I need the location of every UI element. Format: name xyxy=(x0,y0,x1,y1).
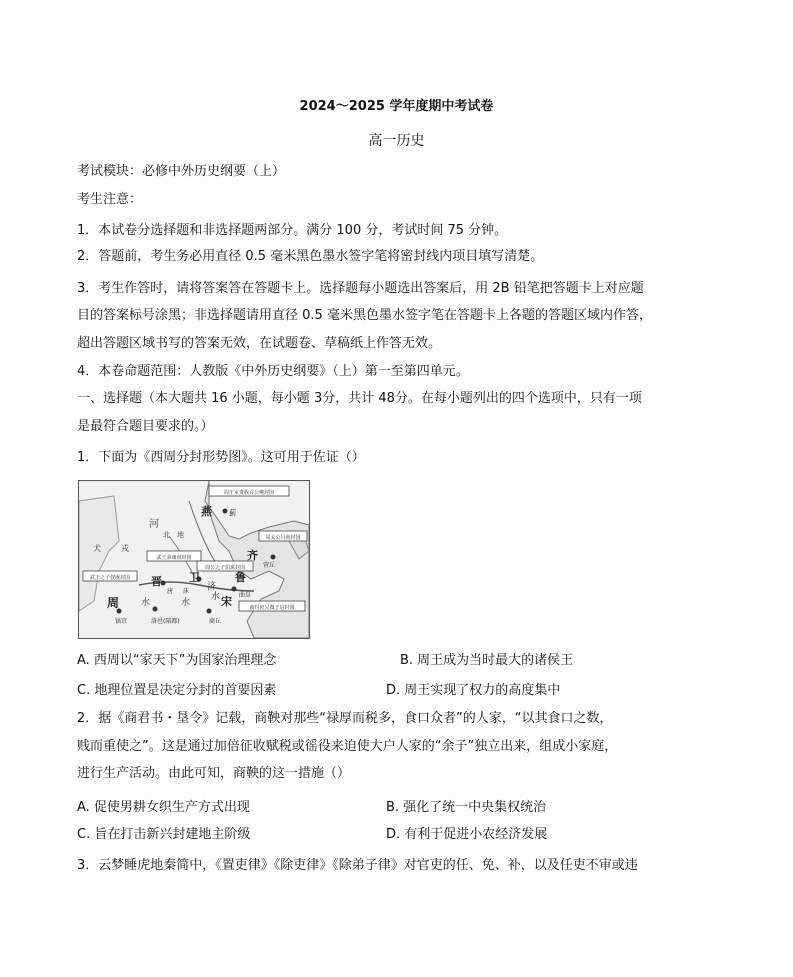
map-label-ji2: 济 xyxy=(207,582,217,592)
map-note-weizi: 商纣庶兄微子启封国 xyxy=(249,605,295,611)
map-label-luoyi: 洛邑(陪都) xyxy=(151,618,180,625)
question-2-option-c[interactable]: C. 旨在打击新兴封建地主阶级 xyxy=(77,827,251,842)
map-note-lv: 周太公吕尚封国 xyxy=(265,535,301,541)
map-label-mo: 沫 xyxy=(183,588,190,595)
map-label-plain: 地 xyxy=(177,531,184,539)
notice-item-4: 4．本卷命题范围：人教版《中外历史纲要》（上）第一至第四单元。 xyxy=(77,364,469,379)
map-label-tangshu: 唐 xyxy=(167,588,174,595)
map-label-wei: 卫 xyxy=(189,571,200,584)
section1-heading: 一、选择题（本大题共 16 小题，每小题 3分，共计 48分。在每小题列出的四个选项中，只有一项 xyxy=(77,391,642,406)
map-label-lu: 鲁 xyxy=(235,571,246,584)
map-label-zhou: 周 xyxy=(107,596,120,610)
question-3-stem-1: 3．云梦睡虎地秦简中，《置吏律》《除吏律》《除弟子律》对官吏的任、免、补，以及任吏不审或违 xyxy=(77,858,638,873)
question-2-stem-2: 贱而重使之”。这是通过加倍征收赋税或徭役来迫使大户人家的“余子”独立出来，组成小家庭， xyxy=(77,739,618,754)
question-1-option-d[interactable]: D. 周王实现了权力的高度集中 xyxy=(386,683,561,698)
question-1-option-b[interactable]: B. 周王成为当时最大的诸侯王 xyxy=(400,653,574,668)
map-label-north: 北 xyxy=(163,531,170,539)
map-label-qufu: 曲阜 xyxy=(239,592,252,599)
question-2-option-b[interactable]: B. 强化了统一中央集权统治 xyxy=(386,800,547,815)
western-zhou-map xyxy=(78,480,310,639)
question-1-option-c[interactable]: C. 地理位置是决定分封的首要因素 xyxy=(77,683,277,698)
section1-heading-cont: 是最符合题目要求的。） xyxy=(77,419,214,434)
question-2-option-d[interactable]: D. 有利于促进小农经济发展 xyxy=(386,827,548,842)
notice-item-1: 1．本试卷分选择题和非选择题两部分。满分 100 分，考试时间 75 分钟。 xyxy=(77,223,508,238)
map-label-jin: 晋 xyxy=(151,575,162,588)
map-note-shuyu: 武王之子叔虞封国 xyxy=(89,575,131,581)
notice-item-2: 2．答题前，考生务必用直径 0.5 毫米黑色墨水签字笔将密封线内项目填写清楚。 xyxy=(77,249,544,264)
map-note-boqin: 周公之子伯禽封国 xyxy=(204,565,246,571)
map-label-haojing: 镐京 xyxy=(115,618,128,625)
question-2-stem-3: 进行生产活动。由此可知，商鞅的这一措施（） xyxy=(77,766,351,781)
map-label-yan: 燕 xyxy=(201,505,212,518)
exam-title: 2024～2025 学年度期中考试卷 xyxy=(299,99,494,114)
map-label-shui3: 水 xyxy=(181,598,191,608)
subject-title: 高一历史 xyxy=(368,133,425,149)
map-label-shangqiu: 商丘 xyxy=(209,618,222,625)
map-label-song: 宋 xyxy=(221,595,232,608)
question-2-option-a[interactable]: A. 促使男耕女织生产方式出现 xyxy=(77,800,250,815)
module-line: 考试模块：必修中外历史纲要（上） xyxy=(77,164,286,179)
question-2-stem-1: 2．据《商君书・垦令》记载，商鞅对那些“禄厚而税多，食口众者”的人家，“以其食口之数， xyxy=(77,711,613,726)
map-label-river: 河 xyxy=(149,519,159,530)
map-label-rong: 犬 xyxy=(93,544,101,553)
map-label-qi: 齐 xyxy=(247,549,258,562)
map-label-yingqiu: 营丘 xyxy=(263,562,276,569)
question-1-option-a[interactable]: A. 西周以“家天下”为国家治理理念 xyxy=(77,653,277,668)
question-1-stem: 1．下面为《西周分封形势图》。这可用于佐证（） xyxy=(77,450,365,465)
notice-item-3-cont1: 目的答案标号涂黑；非选择题请用直径 0.5 毫米黑色墨水签字笔在答题卡上各题的答题区域内作答， xyxy=(77,308,652,323)
notice-heading: 考生注意： xyxy=(77,192,143,207)
notice-item-3-cont2: 超出答题区域书写的答案无效，在试题卷、草稿纸上作答无效。 xyxy=(77,336,442,351)
map-note-kangshu: 武王弟康叔封国 xyxy=(156,555,192,561)
map-label-shui2: 水 xyxy=(141,598,151,608)
map-note-shao: 周王室贵族召公奭封国 xyxy=(223,490,275,496)
map-label-rong2: 戎 xyxy=(121,544,129,553)
map-label-ji: 蓟 xyxy=(229,509,236,517)
map-label-shui: 水 xyxy=(211,592,221,602)
notice-item-3: 3．考生作答时，请将答案答在答题卡上。选择题每小题选出答案后，用 2B 铅笔把答题卡上对应题 xyxy=(77,281,644,296)
